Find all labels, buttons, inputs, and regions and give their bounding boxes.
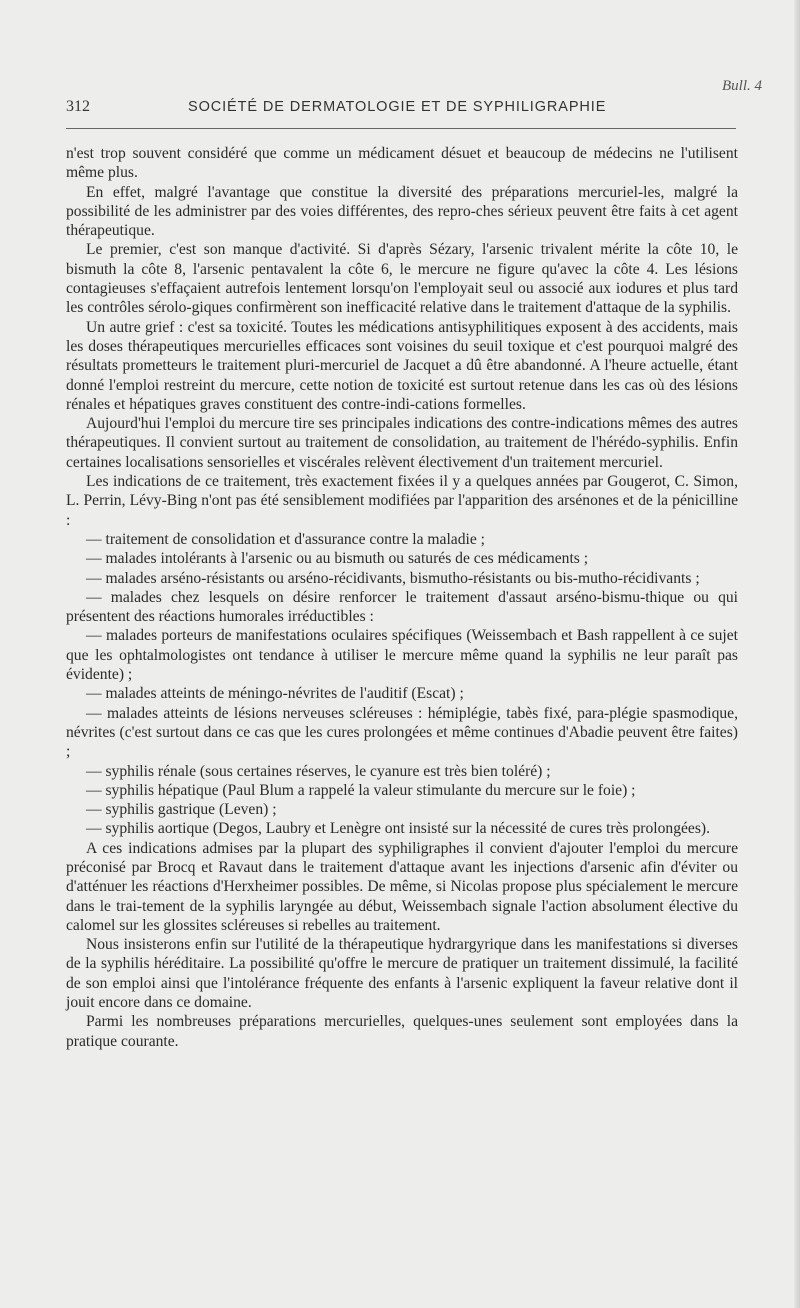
page-number: 312: [66, 98, 90, 115]
paragraph: Aujourd'hui l'emploi du mercure tire ses principales indications des contre-indications mêmes des autres thérapeutiques. Il convient surtout au traitement de consolidation, au traitement de l'hérédo-syphilis. Enfin certaines localisations sensorielles et viscérales relèvent électivement d'un traitement mercuriel.: [66, 415, 738, 471]
page-edge-shadow: [794, 0, 800, 1308]
paragraph: Nous insisterons enfin sur l'utilité de la thérapeutique hydrargyrique dans les manifestations si diverses de la syphilis héréditaire. La possibilité qu'offre le mercure de pratiquer un traitement dissimulé, la facilité de son emploi ainsi que l'intolérance fréquente des enfants à l'arsenic expliquent la faveur relative dont il jouit encore dans ce domaine.: [66, 936, 738, 1012]
list-item: — syphilis gastrique (Leven) ;: [86, 801, 277, 819]
list-item: — syphilis rénale (sous certaines réserves, le cyanure est très bien toléré) ;: [86, 762, 551, 780]
body-text: [66, 144, 738, 1051]
list-item: — malades porteurs de manifestations oculaires spécifiques (Weissembach et Bash rappellent à ce sujet que les ophtalmologistes ont tendance à utiliser le mercure même quand la syphilis ne leur paraît pas évidente) ;: [66, 627, 738, 684]
list-item: — malades intolérants à l'arsenic ou au bismuth ou saturés de ces médicaments ;: [86, 550, 589, 568]
list-item: — malades chez lesquels on désire renforcer le traitement d'assaut arséno-bismu-thique ou qui présentent des réactions humorales irréductibles :: [66, 588, 738, 626]
header-rule: [66, 128, 736, 129]
list-item: — syphilis aortique (Degos, Laubry et Lenègre ont insisté sur la nécessité de cures très prolongées).: [86, 820, 711, 838]
paragraph: Le premier, c'est son manque d'activité. Si d'après Sézary, l'arsenic trivalent mérite la côte 10, le bismuth la côte 8, l'arsenic pentavalent la côte 6, le mercure ne figure qu'avec la côte 4. Les lésions contagieuses s'effaçaient autrefois lentement lorsqu'on l'employait seul ou associé aux iodures et plus tard les contrôles sérolo-giques confirmèrent son inefficacité relative dans le traitement d'attaque de la syphilis.: [66, 241, 738, 317]
list-item: — malades atteints de lésions nerveuses scléreuses : hémiplégie, tabès fixé, para-plégie spasmodique, névrites (c'est surtout dans ce cas que les cures prolongées et même continues d'Abadie peuvent être faites) ;: [66, 704, 738, 761]
paragraph: A ces indications admises par la plupart des syphiligraphes il convient d'ajouter l'emploi du mercure préconisé par Brocq et Ravaut dans le traitement d'attaque avant les injections d'arsenic afin d'éviter ou d'atténuer les réactions d'Herxheimer possibles. De même, si Nicolas propose plus spécialement le mercure dans le trai-tement de la syphilis laryngée au début, Weissembach signale l'action absolument élective du calomel sur les glossites scléreuses si rebelles au traitement.: [66, 839, 738, 934]
paragraph: Les indications de ce traitement, très exactement fixées il y a quelques années par Gougerot, C. Simon, L. Perrin, Lévy-Bing n'ont pas été sensiblement modifiées par l'apparition des arsénones et de la pénicilline :: [66, 473, 738, 529]
list-item: — syphilis hépatique (Paul Blum a rappelé la valeur stimulante du mercure sur le foie) ;: [86, 781, 636, 799]
list-item: — traitement de consolidation et d'assurance contre la maladie ;: [86, 530, 486, 548]
paragraph: En effet, malgré l'avantage que constitue la diversité des préparations mercuriel-les, malgré la possibilité de les administrer par des voies différentes, des repro-ches sérieux peuvent être faits à cet agent thérapeutique.: [66, 183, 738, 240]
page-header: [66, 98, 736, 120]
paragraph: Parmi les nombreuses préparations mercurielles, quelques-unes seulement sont employées dans la pratique courante.: [66, 1013, 738, 1050]
list-item: — malades atteints de méningo-névrites de l'auditif (Escat) ;: [86, 685, 464, 703]
list-item: — malades arséno-résistants ou arséno-récidivants, bismutho-résistants ou bis-mutho-récidivants ;: [86, 569, 700, 587]
handwritten-annotation: Bull. 4: [722, 78, 762, 94]
paragraph: n'est trop souvent considéré que comme un médicament désuet et beaucoup de médecins ne l'utilisent même plus.: [66, 145, 738, 182]
paragraph: Un autre grief : c'est sa toxicité. Toutes les médications antisyphilitiques exposent à des accidents, mais les doses thérapeutiques mercurielles efficaces sont voisines du seuil toxique et c'est pourquoi malgré des résultats prometteurs le traitement pluri-mercuriel de Jacquet a dû être abandonné. A l'heure actuelle, étant donné l'emploi restreint du mercure, cette notion de toxicité est surtout retenue dans les cas où des lésions rénales et hépatiques graves constituent des contre-indi-cations formelles.: [66, 318, 738, 413]
running-head: SOCIÉTÉ DE DERMATOLOGIE ET DE SYPHILIGRAPHIE: [188, 99, 607, 115]
